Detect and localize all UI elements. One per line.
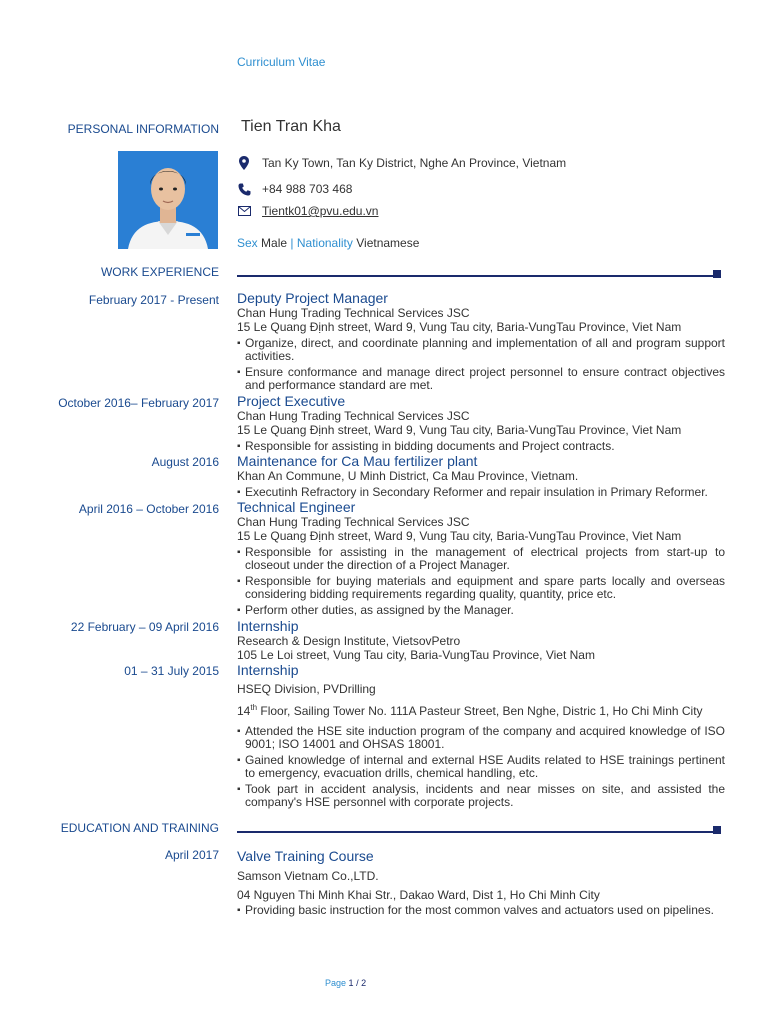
job-title: Maintenance for Ca Mau fertilizer plant — [237, 453, 478, 469]
education-address: 04 Nguyen Thi Minh Khai Str., Dakao Ward, Dist 1, Ho Chi Minh City — [237, 888, 600, 902]
job-entry — [237, 393, 725, 453]
job-bullet: ▪ Gained knowledge of internal and external HSE Audits related to HSE trainings pertinent to emergency, evacuation drills, chemical handling, etc. — [237, 754, 725, 780]
nationality-label: Nationality — [296, 236, 353, 250]
document-header: Curriculum Vitae — [237, 55, 326, 69]
job-entry — [237, 290, 725, 392]
phone-icon — [237, 182, 251, 196]
profile-photo — [118, 151, 218, 249]
job-date: 22 February – 09 April 2016 — [70, 620, 219, 634]
section-divider — [237, 275, 721, 277]
education-institution: Samson Vietnam Co.,LTD. — [237, 869, 379, 883]
email-icon — [237, 204, 251, 218]
contact-address — [237, 156, 566, 170]
job-location: Khan An Commune, U Minh District, Ca Mau Province, Vietnam. — [237, 469, 579, 483]
separator: | — [290, 236, 294, 250]
address-floor-number: 14 — [237, 704, 251, 718]
job-bullet: ▪ Responsible for assisting in bidding documents and Project contracts. — [237, 440, 725, 453]
job-address: 15 Le Quang Định street, Ward 9, Vung Tau city, Baria-VungTau Province, Viet Nam — [237, 320, 682, 334]
section-divider-marker — [713, 826, 721, 834]
job-bullet: ▪ Responsible for assisting in the management of electrical projects from start-up to closeout under the direction of a Project Manager. — [237, 546, 725, 572]
page-label: Page — [325, 978, 347, 988]
job-date: April 2016 – October 2016 — [78, 502, 219, 516]
job-address: 15 Le Quang Định street, Ward 9, Vung Tau city, Baria-VungTau Province, Viet Nam — [237, 529, 682, 543]
job-company: HSEQ Division, PVDrilling — [237, 682, 376, 696]
address-rest: Floor, Sailing Tower No. 111A Pasteur Street, Ben Nghe, Distric 1, Ho Chi Minh City — [257, 704, 703, 718]
section-divider — [237, 831, 721, 833]
job-date: October 2016– February 2017 — [58, 396, 219, 410]
job-title: Technical Engineer — [237, 499, 356, 515]
job-company: Research & Design Institute, VietsovPetro — [237, 634, 461, 648]
page-total: 2 — [361, 978, 367, 988]
person-name: Tien Tran Kha — [241, 118, 341, 135]
location-pin-icon — [237, 156, 251, 170]
job-company: Chan Hung Trading Technical Services JSC — [237, 409, 470, 423]
contact-email[interactable] — [237, 204, 378, 218]
education-date: April 2017 — [164, 848, 219, 862]
contact-phone — [237, 182, 352, 196]
job-title: Internship — [237, 662, 299, 678]
job-bullet: ▪ Attended the HSE site induction program of the company and acquired knowledge of ISO 9001; ISO 14001 and OHSAS 18001. — [237, 725, 725, 751]
job-address: 105 Le Loi street, Vung Tau city, Baria-VungTau Province, Viet Nam — [237, 648, 595, 662]
job-entry — [237, 453, 725, 499]
job-entry — [237, 499, 725, 617]
job-date: August 2016 — [151, 455, 219, 469]
job-bullet: ▪ Executinh Refractory in Secondary Reformer and repair insulation in Primary Reformer. — [237, 486, 725, 499]
email-link[interactable]: Tientk01@pvu.edu.vn — [262, 204, 379, 218]
sex-label: Sex — [237, 236, 258, 250]
job-bullet: ▪ Ensure conformance and manage direct project personnel to ensure contract objectives and performance standard are met. — [237, 366, 725, 392]
job-date: February 2017 - Present — [88, 293, 219, 307]
phone-text: +84 988 703 468 — [262, 182, 353, 196]
address-text: Tan Ky Town, Tan Ky District, Nghe An Province, Vietnam — [262, 156, 567, 170]
job-address: 15 Le Quang Định street, Ward 9, Vung Tau city, Baria-VungTau Province, Viet Nam — [237, 423, 682, 437]
education-title: Valve Training Course — [237, 848, 374, 864]
section-label-work: WORK EXPERIENCE — [100, 265, 219, 279]
job-bullet: ▪ Responsible for buying materials and equipment and spare parts locally and overseas considering bidding requirements regarding quality, quantity, price etc. — [237, 575, 725, 601]
section-divider-marker — [713, 270, 721, 278]
job-date: 01 – 31 July 2015 — [124, 664, 219, 678]
job-title: Internship — [237, 618, 299, 634]
job-address — [237, 701, 725, 718]
job-company: Chan Hung Trading Technical Services JSC — [237, 515, 470, 529]
job-entry — [237, 618, 725, 662]
page-current: 1 — [348, 978, 354, 988]
job-bullet: ▪ Organize, direct, and coordinate planning and implementation of all and program support activities. — [237, 337, 725, 363]
sex-value: Male — [261, 236, 288, 250]
job-bullet: ▪ Perform other duties, as assigned by the Manager. — [237, 604, 725, 617]
job-title: Project Executive — [237, 393, 346, 409]
job-company: Chan Hung Trading Technical Services JSC — [237, 306, 470, 320]
address-floor-suffix: th — [250, 703, 258, 712]
page-indicator — [325, 978, 366, 988]
education-entry — [237, 848, 725, 917]
sex-nationality — [237, 236, 419, 250]
section-label-education: EDUCATION AND TRAINING — [60, 821, 219, 835]
page-separator: / — [356, 978, 359, 988]
nationality-value: Vietnamese — [356, 236, 420, 250]
section-label-personal: PERSONAL INFORMATION — [67, 122, 219, 136]
job-title: Deputy Project Manager — [237, 290, 388, 306]
job-bullet: ▪ Took part in accident analysis, incidents and near misses on site, and assisted the company's HSE personnel with corporate projects. — [237, 783, 725, 809]
job-entry — [237, 662, 725, 809]
education-bullet: ▪ Providing basic instruction for the most common valves and actuators used on pipelines. — [237, 904, 725, 917]
